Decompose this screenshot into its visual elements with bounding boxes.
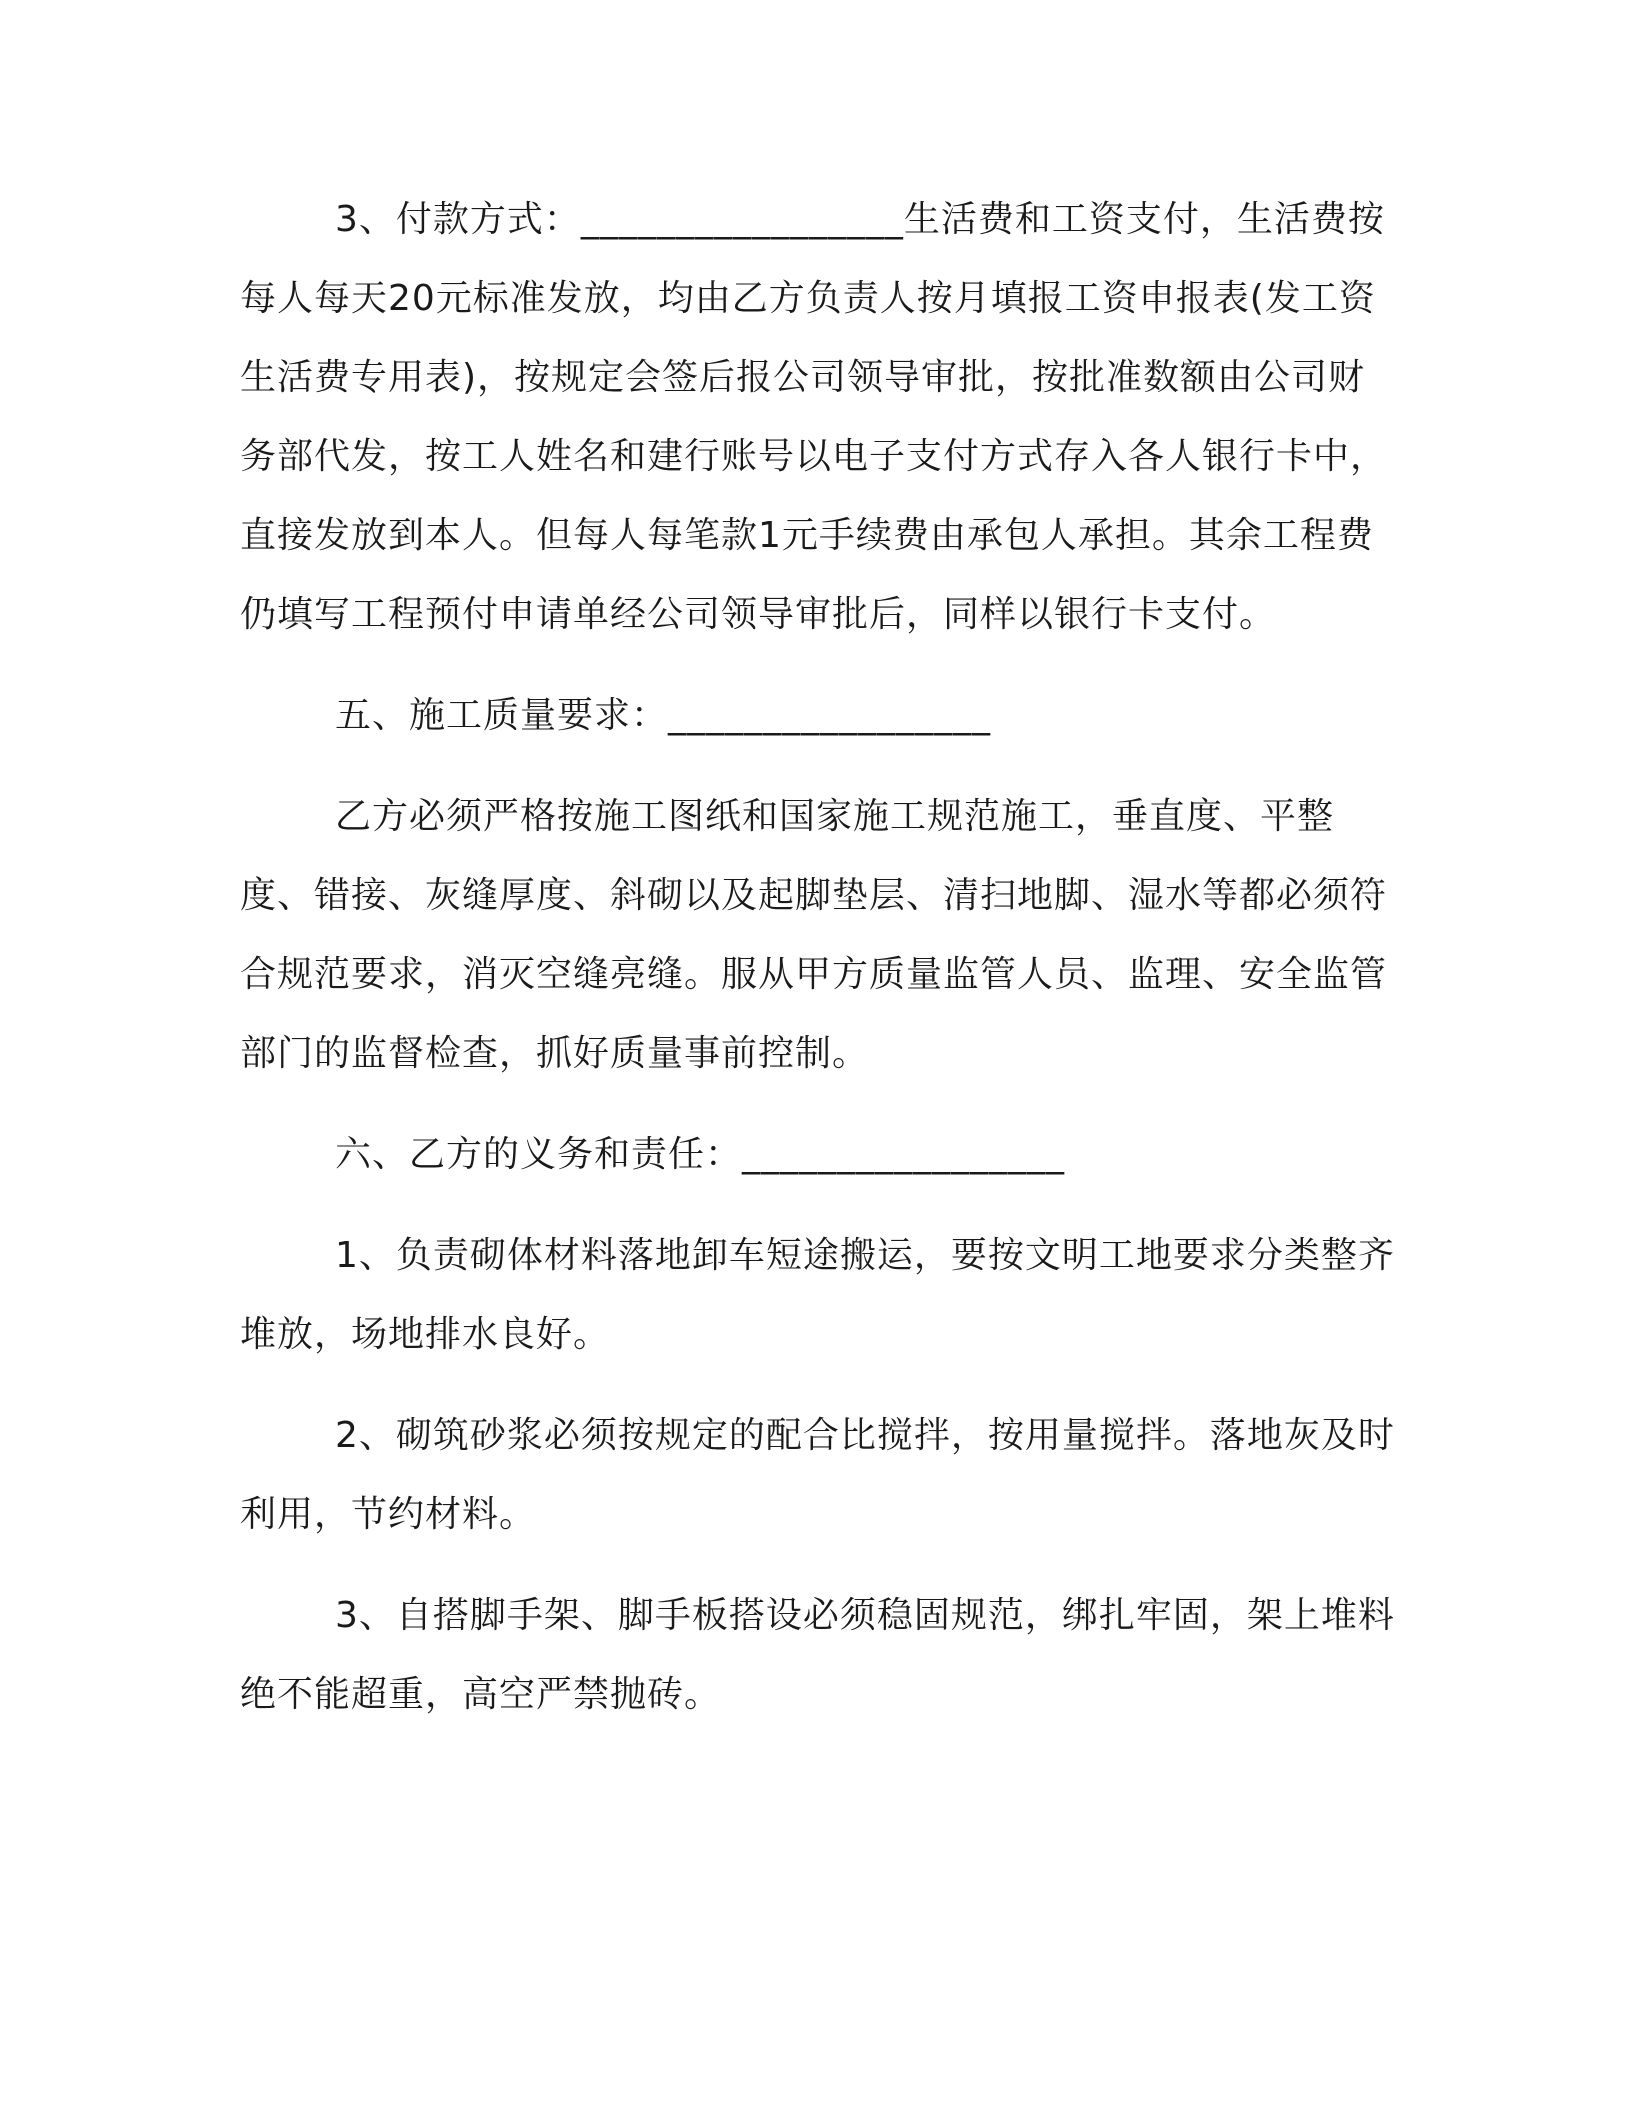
duty-item-3: 3、自搭脚手架、脚手板搭设必须稳固规范，绑扎牢固，架上堆料绝不能超重，高空严禁抛砖。 xyxy=(240,1595,1395,1715)
payment-method-paragraph: 3、付款方式：_________________生活费和工资支付，生活费按每人每天20元标准发放，均由乙方负责人按月填报工资申报表(发工资生活费专用表)，按规定会签后报公司领导审批，按批准数额由公司财务部代发，按工人姓名和建行账号以电子支付方式存入各人银行卡中，直接发放到本人。但每人每笔款1元手续费由承包人承担。其余工程费仍填写工程预付申请单经公司领导审批后，同样以银行卡支付。 xyxy=(240,199,1388,635)
duty-item-2: 2、砌筑砂浆必须按规定的配合比搅拌，按用量搅拌。落地灰及时利用，节约材料。 xyxy=(240,1415,1395,1535)
quality-requirements-paragraph: 乙方必须严格按施工图纸和国家施工规范施工，垂直度、平整度、错接、灰缝厚度、斜砌以及起脚垫层、清扫地脚、湿水等都必须符合规范要求，消灭空缝亮缝。服从甲方质量监管人员、监理、安全监管部门的监督检查，抓好质量事前控制。 xyxy=(240,796,1388,1074)
party-b-duties-heading: 六、乙方的义务和责任：_________________ xyxy=(335,1134,1066,1175)
duty-item-1: 1、负责砌体材料落地卸车短途搬运，要按文明工地要求分类整齐堆放，场地排水良好。 xyxy=(240,1235,1395,1355)
quality-requirements-heading: 五、施工质量要求：_________________ xyxy=(335,695,992,736)
document-body xyxy=(240,180,1395,1734)
